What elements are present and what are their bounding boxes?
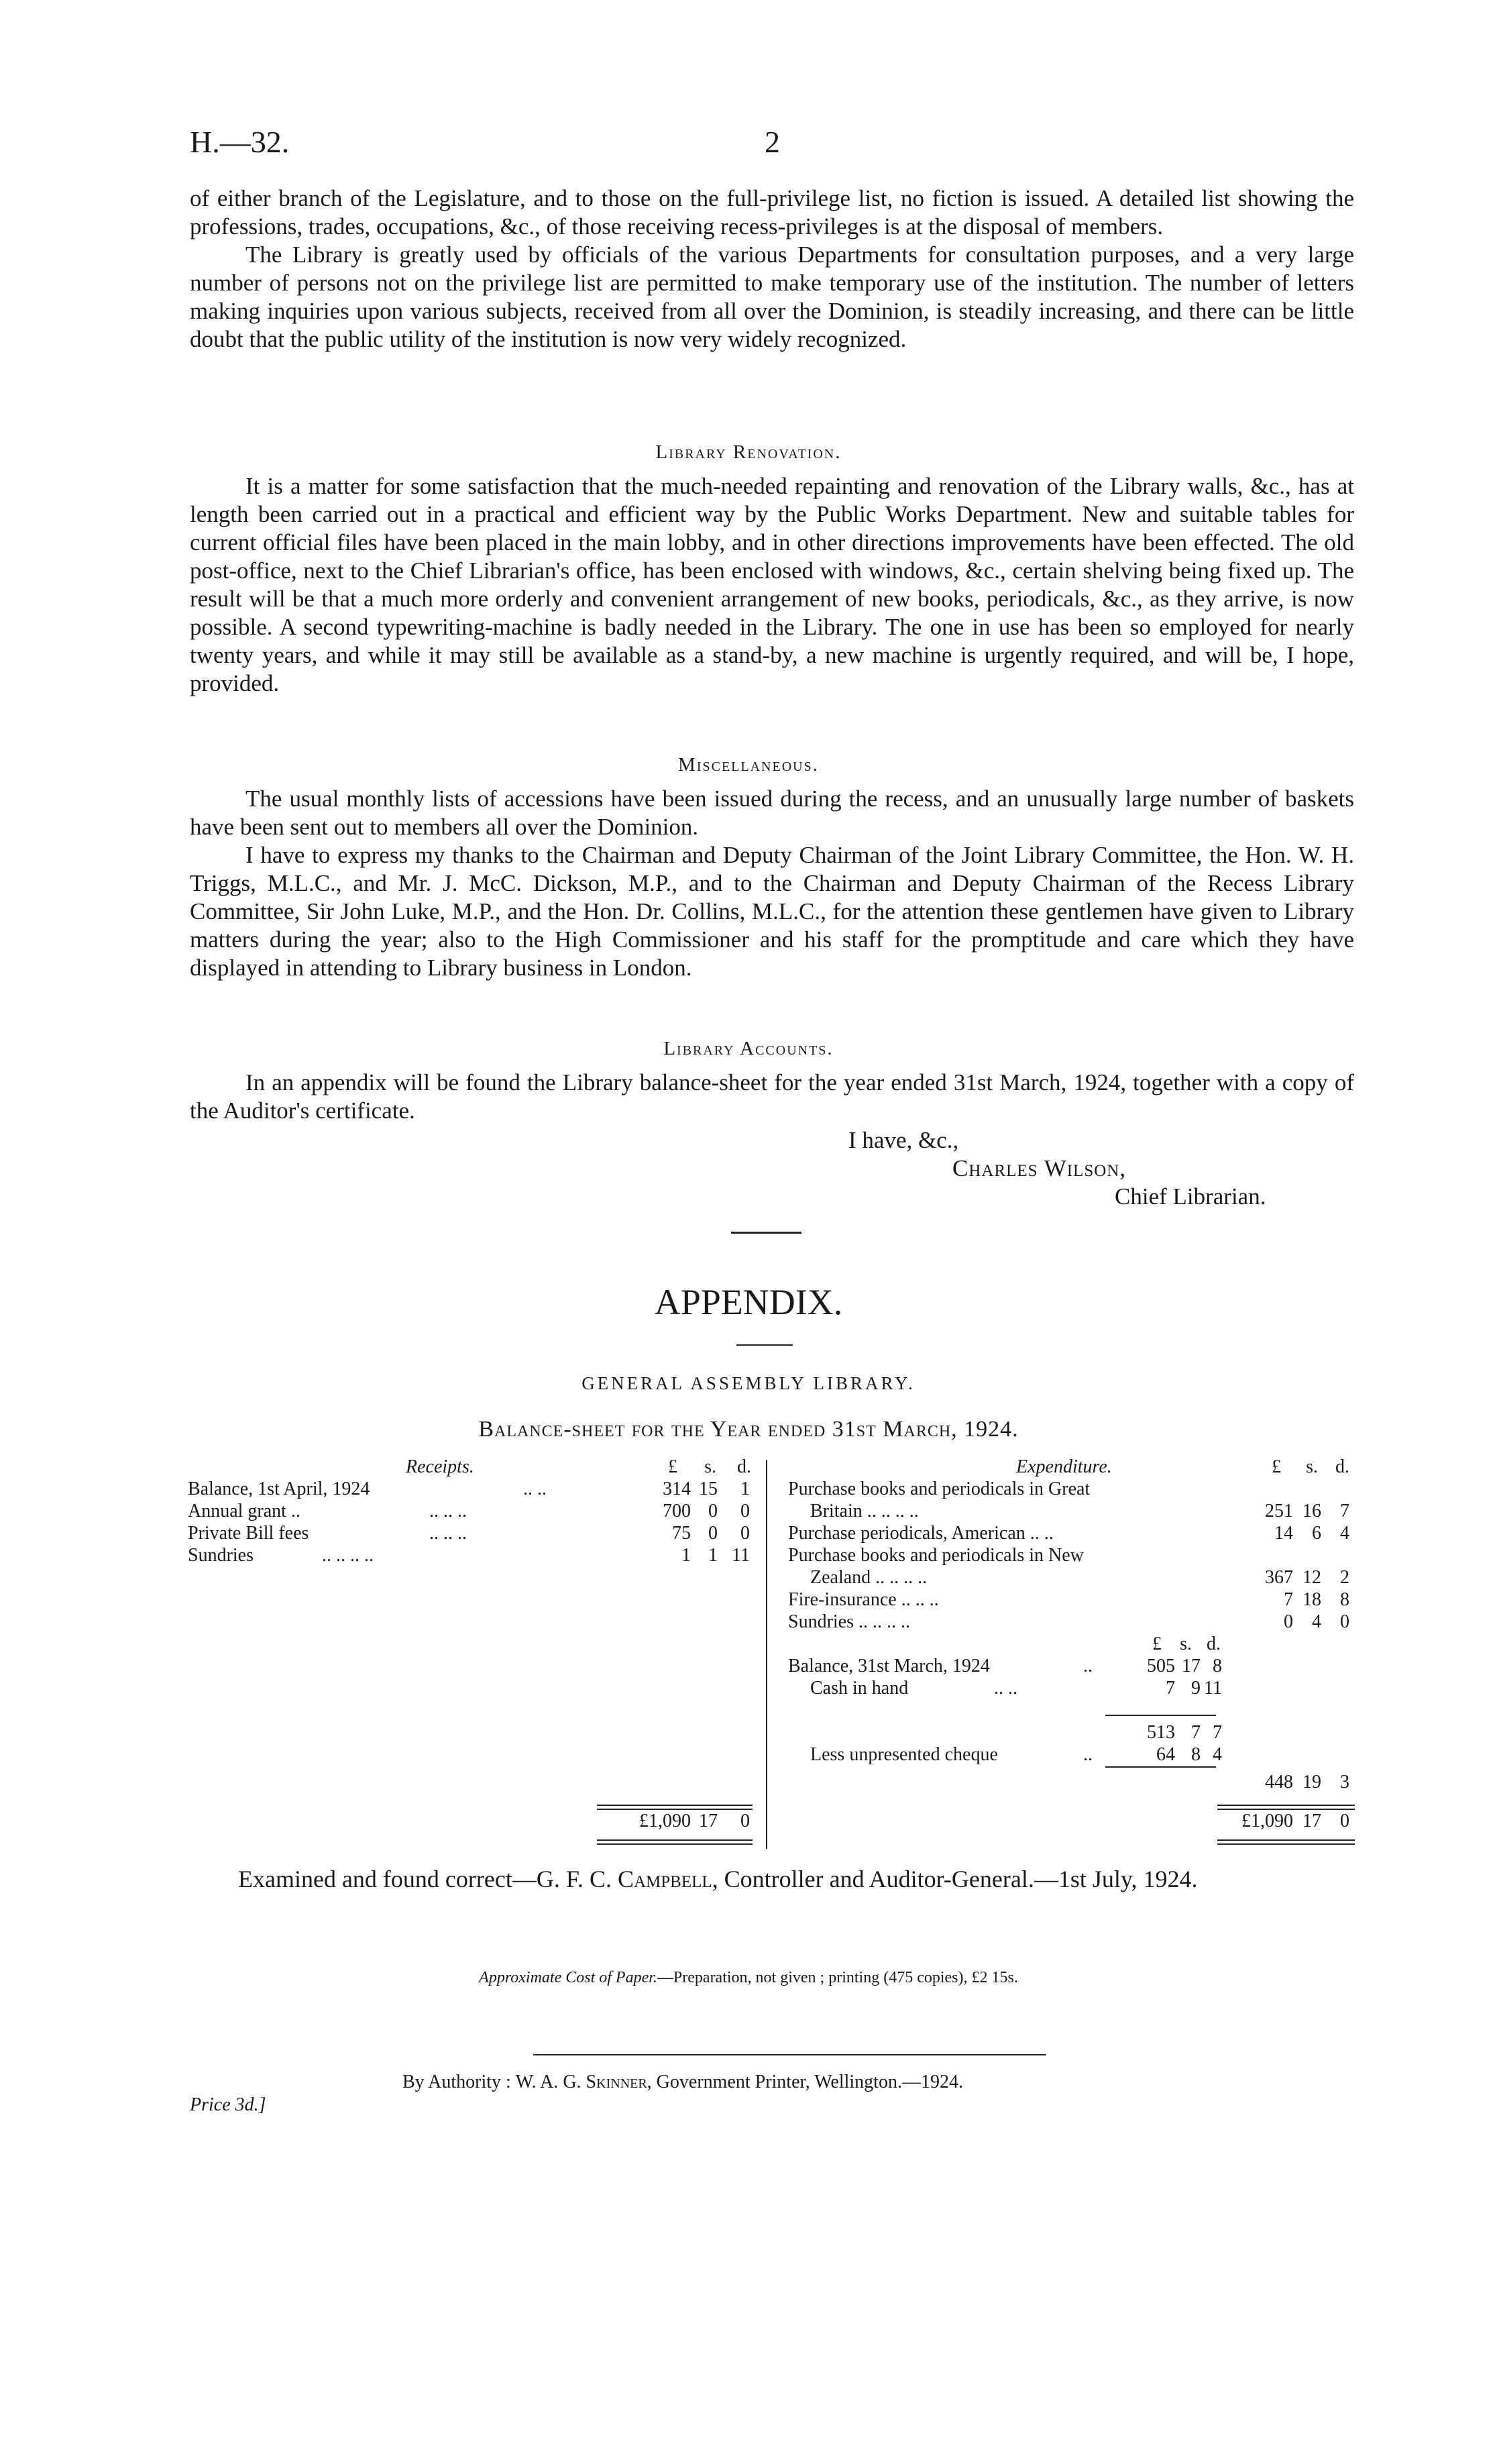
expenditure-total	[1187, 1810, 1355, 1832]
receipts-table	[188, 1456, 758, 1566]
misc-paragraph-1: The usual monthly lists of accessions have been issued during the recess, and an unusually large number of baskets have been sent out to members all over the Dominion.	[190, 786, 1354, 840]
col-pounds: £	[668, 1456, 677, 1477]
balance-label: Balance, 31st March, 1924	[788, 1656, 990, 1676]
balance-subheader-row	[785, 1633, 1355, 1655]
expenditure-row	[785, 1566, 1355, 1589]
printer-imprint	[402, 2072, 963, 2093]
net-balance-shillings: 19	[1302, 1772, 1321, 1792]
receipt-row	[188, 1522, 758, 1544]
auditor-certificate	[238, 1865, 1198, 1893]
renovation-section	[190, 472, 1354, 698]
intro-paragraph-1: of either branch of the Legislature, and to those on the full-privilege list, no fiction is issued. A detailed list showing the professions, trades, occupations, &c., of those receiving recess-privileges is at the disposal of members.	[190, 185, 1354, 239]
section-divider	[731, 1232, 801, 1234]
col-pounds: £	[1272, 1456, 1281, 1477]
unpresented-cheque-pounds: 64	[1156, 1744, 1175, 1765]
expenditure-shillings: 16	[1302, 1501, 1321, 1521]
subtotal-pence: 7	[1213, 1722, 1222, 1743]
expenditure-shillings: 4	[1312, 1611, 1321, 1632]
cash-label: Cash in hand	[810, 1678, 909, 1699]
subtotal-shillings: 7	[1191, 1722, 1201, 1743]
organization-name: GENERAL ASSEMBLY LIBRARY.	[581, 1373, 916, 1393]
receipt-item: Sundries	[188, 1545, 254, 1566]
unpresented-cheque-pence: 4	[1213, 1744, 1222, 1765]
unpresented-cheque-row	[785, 1744, 1355, 1766]
expenditure-shillings: 12	[1302, 1567, 1321, 1588]
receipt-leader: .. .. .. ..	[322, 1545, 374, 1566]
receipt-pounds: 75	[672, 1523, 691, 1544]
miscellaneous-heading: Miscellaneous.	[678, 754, 819, 775]
cost-label: Approximate Cost of Paper.	[479, 1969, 657, 1986]
expenditure-total-row	[1187, 1810, 1355, 1832]
intro-section	[190, 184, 1354, 354]
expenditure-pounds: 14	[1274, 1523, 1293, 1544]
balance-pounds: 505	[1147, 1656, 1175, 1676]
receipts-label: Receipts.	[406, 1456, 474, 1477]
receipts-total-row	[590, 1810, 758, 1832]
receipts-total-underline	[597, 1839, 753, 1845]
col-shillings: s.	[1306, 1456, 1318, 1477]
intro-paragraph-2: The Library is greatly used by officials of the various Departments for consultation purposes, and a very large number of persons not on the privilege list are permitted to make temporary use of the institution. The number of letters making inquiries upon various subjects, received from all over the Dominion, is steadily increasing, and there can be little doubt that the public utility of the institution is now very widely recognized.	[190, 242, 1354, 352]
authority-suffix: Government Printer, Wellington.—1924.	[656, 2072, 963, 2092]
net-balance-pence: 3	[1340, 1772, 1349, 1792]
receipts-total	[590, 1810, 758, 1832]
appendix-divider	[736, 1344, 793, 1346]
expenditure-row	[785, 1589, 1355, 1611]
expenditure-shillings: 18	[1302, 1589, 1321, 1610]
receipts-total-rule	[597, 1805, 753, 1810]
expenditure-total-underline	[1217, 1839, 1355, 1845]
misc-paragraph-2: I have to express my thanks to the Chairman and Deputy Chairman of the Joint Library Committee, the Hon. W. H. Triggs, M.L.C., and Mr. J. McC. Dickson, M.P., and to the Chairman and Deputy Chairman of the Recess Library Committee, Sir John Luke, M.P., and the Hon. Dr. Collins, M.L.C., for the attention these gentlemen have given to Library matters during the year; also to the High Commissioner and his staff for the promptitude and care which they have displayed in attending to Library business in London.	[190, 842, 1354, 981]
receipt-row	[188, 1500, 758, 1522]
expenditure-pence: 4	[1340, 1523, 1349, 1544]
expenditure-item: Purchase books and periodicals in New	[788, 1545, 1084, 1566]
receipt-leader: .. .. ..	[429, 1501, 467, 1521]
receipts-header-row	[188, 1456, 758, 1478]
receipt-pence: 1	[740, 1479, 750, 1499]
receipt-shillings: 1	[708, 1545, 718, 1566]
expenditure-header-row	[785, 1456, 1355, 1478]
page-number: 2	[765, 125, 780, 159]
expenditure-item: Zealand .. .. .. ..	[810, 1567, 928, 1588]
receipt-row	[188, 1544, 758, 1566]
miscellaneous-section	[190, 785, 1354, 982]
expenditure-row	[785, 1478, 1355, 1500]
col-pence: d.	[1335, 1456, 1349, 1477]
balance-sheet-divider	[766, 1460, 767, 1849]
authority-prefix: By Authority :	[402, 2072, 511, 2092]
unpresented-cheque-shillings: 8	[1191, 1744, 1201, 1765]
subtotal-row	[785, 1721, 1355, 1744]
printing-cost-note	[0, 1969, 1497, 1987]
expenditure-row	[785, 1500, 1355, 1522]
subtotal-pounds: 513	[1147, 1722, 1175, 1743]
accounts-heading: Library Accounts.	[663, 1038, 834, 1059]
sub-col-pence: d.	[1207, 1633, 1221, 1654]
receipt-row	[188, 1478, 758, 1500]
net-rule	[1105, 1766, 1216, 1768]
receipt-leader: .. .. ..	[429, 1523, 467, 1544]
unpresented-cheque-leader: ..	[1083, 1744, 1093, 1765]
renovation-paragraph: It is a matter for some satisfaction that the much-needed repainting and renovation of the Library walls, &c., has at length been carried out in a practical and efficient way by the Public Works Department. New and suitable tables for current official files have been placed in the main lobby, and in other directions improvements have been effected. The old post-office, next to the Chief Librarian's office, has been enclosed with windows, &c., certain shelving being fixed up. The result will be that a much more orderly and convenient arrangement of new books, periodicals, &c., as they arrive, is now possible. A second typewriting-machine is badly needed in the Library. The one in use has been so employed for nearly twenty years, and while it may still be available as a stand-by, a new machine is urgently required, and will be, I hope, provided.	[190, 473, 1354, 696]
balance-pence: 8	[1213, 1656, 1222, 1676]
col-shillings: s.	[704, 1456, 716, 1477]
expenditure-pence: 7	[1340, 1501, 1349, 1521]
receipt-pence: 0	[740, 1501, 750, 1521]
cash-leader: .. ..	[994, 1678, 1017, 1699]
receipts-total-pounds: £1,090	[639, 1811, 691, 1831]
expenditure-item: Fire-insurance .. .. ..	[788, 1589, 939, 1610]
receipt-pounds: 700	[663, 1501, 691, 1521]
renovation-heading: Library Renovation.	[655, 441, 842, 463]
receipt-item: Private Bill fees	[188, 1523, 309, 1544]
expenditure-pence: 8	[1340, 1589, 1349, 1610]
receipt-pence: 11	[732, 1545, 750, 1566]
balance-sheet-title: Balance-sheet for the Year ended 31st March, 1924.	[478, 1417, 1019, 1442]
receipt-pounds: 314	[663, 1479, 691, 1499]
printer-name: W. A. G. Skinner,	[515, 2072, 652, 2092]
subtotal-rule	[1105, 1715, 1216, 1716]
sub-col-shillings: s.	[1180, 1633, 1192, 1654]
certificate-suffix: Controller and Auditor-General.—1st July, 1924.	[724, 1866, 1198, 1892]
receipt-leader: .. ..	[523, 1479, 547, 1499]
certificate-prefix: Examined and found correct—G. F. C.	[238, 1866, 612, 1892]
col-pence: d.	[737, 1456, 751, 1477]
signature-title: Chief Librarian.	[1115, 1183, 1266, 1210]
auditor-name: Campbell,	[617, 1866, 718, 1892]
receipts-total-pence: 0	[740, 1811, 750, 1831]
expenditure-label: Expenditure.	[1016, 1456, 1112, 1477]
expenditure-total-pence: 0	[1340, 1811, 1349, 1831]
net-balance	[785, 1771, 1355, 1793]
expenditure-pounds: 0	[1284, 1611, 1293, 1632]
expenditure-item: Sundries .. .. .. ..	[788, 1611, 910, 1632]
expenditure-pence: 2	[1340, 1567, 1349, 1588]
balance-adjustment	[785, 1721, 1355, 1766]
expenditure-total-shillings: 17	[1302, 1811, 1321, 1831]
expenditure-row	[785, 1611, 1355, 1633]
expenditure-item: Purchase periodicals, American .. ..	[788, 1523, 1054, 1544]
expenditure-row	[785, 1522, 1355, 1544]
net-balance-row	[785, 1771, 1355, 1793]
balance-leader: ..	[1083, 1656, 1093, 1676]
balance-row	[785, 1655, 1355, 1677]
cash-pence: 11	[1204, 1678, 1222, 1699]
cost-text: —Preparation, not given ; printing (475 copies), £2 15s.	[657, 1969, 1018, 1986]
cash-pounds: 7	[1166, 1678, 1175, 1699]
expenditure-total-rule	[1217, 1805, 1355, 1810]
cash-row	[785, 1677, 1355, 1699]
expenditure-shillings: 6	[1312, 1523, 1321, 1544]
footer-rule	[533, 2054, 1046, 2055]
expenditure-total-pounds: £1,090	[1241, 1811, 1293, 1831]
cash-shillings: 9	[1191, 1678, 1201, 1699]
expenditure-pence: 0	[1340, 1611, 1349, 1632]
expenditure-item: Purchase books and periodicals in Great	[788, 1479, 1091, 1499]
unpresented-cheque-label: Less unpresented cheque	[810, 1744, 998, 1765]
expenditure-table	[785, 1456, 1355, 1699]
receipt-pence: 0	[740, 1523, 750, 1544]
expenditure-item: Britain .. .. .. ..	[810, 1501, 919, 1521]
net-balance-pounds: 448	[1265, 1772, 1293, 1792]
receipt-item: Balance, 1st April, 1924	[188, 1479, 370, 1499]
balance-shillings: 17	[1182, 1656, 1201, 1676]
document-reference: H.—32.	[190, 125, 290, 159]
appendix-title: APPENDIX.	[654, 1282, 843, 1322]
accounts-section	[190, 1069, 1354, 1125]
receipt-shillings: 0	[708, 1501, 718, 1521]
receipt-item: Annual grant ..	[188, 1501, 300, 1521]
receipt-pounds: 1	[681, 1545, 691, 1566]
expenditure-pounds: 7	[1284, 1589, 1293, 1610]
receipt-shillings: 15	[699, 1479, 718, 1499]
expenditure-pounds: 367	[1265, 1567, 1293, 1588]
accounts-paragraph: In an appendix will be found the Library balance-sheet for the year ended 31st March, 1924, together with a copy of the Auditor's certificate.	[190, 1069, 1354, 1124]
sub-col-pounds: £	[1152, 1633, 1162, 1654]
receipts-total-shillings: 17	[699, 1811, 718, 1831]
receipt-shillings: 0	[708, 1523, 718, 1544]
signature-closing: I have, &c.,	[848, 1127, 959, 1153]
price: Price 3d.]	[190, 2094, 266, 2115]
signature-name: Charles Wilson,	[952, 1155, 1127, 1181]
expenditure-pounds: 251	[1265, 1501, 1293, 1521]
expenditure-row	[785, 1544, 1355, 1566]
